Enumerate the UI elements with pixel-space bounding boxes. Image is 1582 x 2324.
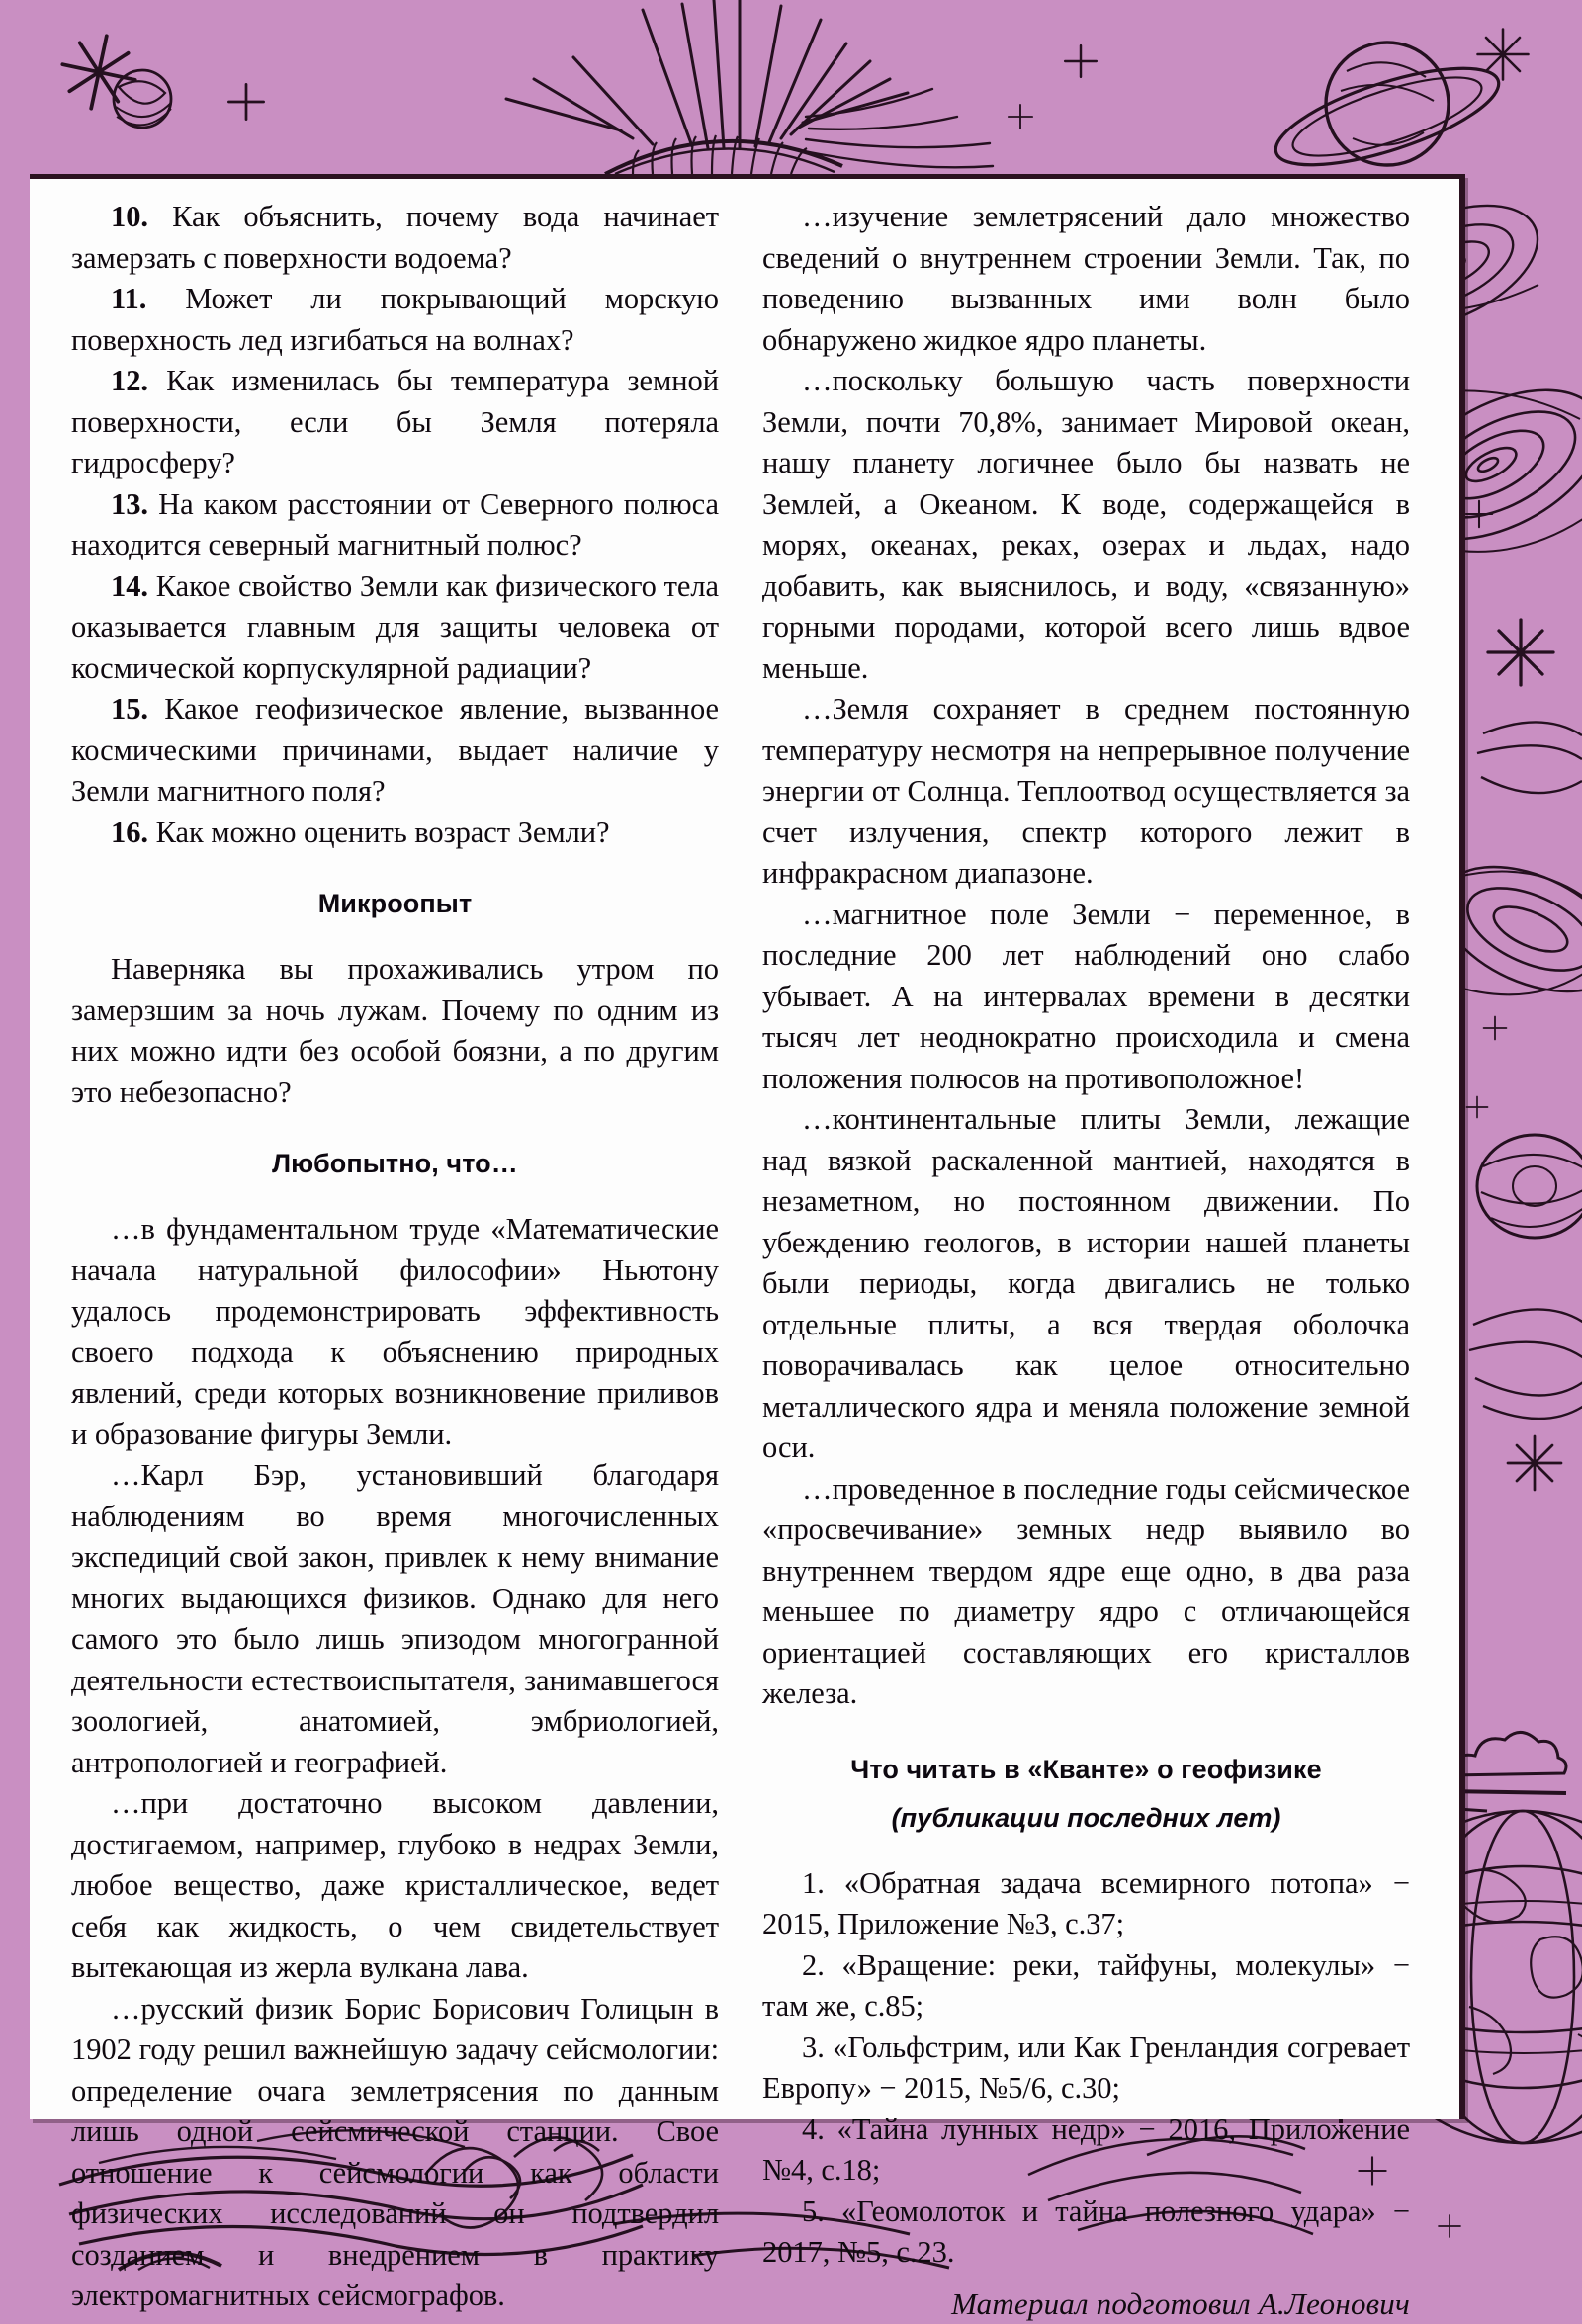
curious-item: …Карл Бэр, установивший благодаря наблюдениям во время многочисленных экспедиций свой закон, привлек к нему внимание многих выдающихся физиков. Однако для него самого это было лишь эпизодом многогранной деятельности естествоиспытателя, занимавшегося зоологией, анатомией, эмбриологией, антропологией и географией. [71,1455,719,1783]
question-number: 13. [111,487,148,521]
question-number: 16. [111,816,148,849]
question-text: Как объяснить, почему вода начинает замерзать с поверхности водоема? [71,200,719,275]
star-cross-icon [1466,501,1492,527]
planet-sphere-icon [605,135,842,174]
question-item [71,689,719,813]
curious-item: …в фундаментальном труде «Математические начала натуральной философии» Ньютону удалось продемонстрировать эффективность своего подхода к объяснению природных явлений, среди которых возникновение приливов и образование фигуры Земли. [71,1209,719,1455]
curious-item: …изучение землетрясений дало множество сведений о внутреннем строении Земли. Так, по поведению вызванных ими волн было обнаружено жидкое ядро планеты. [762,197,1410,361]
star-burst-icon [55,29,143,117]
reference-item: 3. «Гольфстрим, или Как Гренландия согревает Европу» − 2015, №5/6, с.30; [762,2027,1410,2109]
star-burst-icon [1488,620,1553,685]
curious-heading: Любопытно, что… [71,1149,719,1179]
curious-item: …магнитное поле Земли − переменное, в последние 200 лет наблюдений оно слабо убывает. А на интервалах времени в десятки тысяч лет неоднократно происходила и смена положения полюсов на противоположное! [762,895,1410,1100]
content-panel [30,174,1465,2119]
question-text: Какое геофизическое явление, вызванное космическими причинами, выдает наличие у Земли магнитного поля? [71,692,719,808]
question-text: Как изменилась бы температура земной поверхности, если бы Земля потеряла гидросферу? [71,364,719,479]
curious-item: …континентальные плиты Земли, лежащие над вязкой раскаленной мантией, находятся в незаметном, но постоянном движении. По убеждению геологов, в истории нашей планеты были периоды, когда двигались не только отдельные плиты, а вся твердая оболочка поворачивалась как целое относительно металлического ядра и меняла положение земной оси. [762,1099,1410,1469]
reading-list-heading: Что читать в «Кванте» о геофизике [762,1755,1410,1785]
question-number: 15. [111,692,148,726]
reference-item: 4. «Тайна лунных недр» − 2016, Приложение №4, с.18; [762,2109,1410,2192]
question-text: На каком расстоянии от Северного полюса находится северный магнитный полюс? [71,487,719,562]
star-cross-icon [1484,1017,1507,1040]
saturn-planet-icon [1266,43,1508,185]
question-number: 12. [111,364,148,397]
question-item [71,813,719,854]
question-text: Как можно оценить возраст Земли? [156,816,610,849]
curious-item: …русский физик Борис Борисович Голицын в 1902 году решил важнейшую задачу сейсмологии: определение очага землетрясения по данным лишь одной сейсмической станции. Свое отношение к сейсмологии как области физических исследований он подтвердил созданием и внедрением в практику электромагнитных сейсмографов. [71,1989,719,2317]
reference-item: 2. «Вращение: реки, тайфуны, молекулы» − там же, с.85; [762,1945,1410,2027]
right-column [762,197,1410,2109]
star-burst-icon [1478,30,1529,80]
microexperiment-heading: Микроопыт [71,889,719,919]
curious-item: …поскольку большую часть поверхности Земли, почти 70,8%, занимает Мировой океан, нашу планету логичнее было бы назвать не Землей, а Океаном. К воде, содержащейся в морях, океанах, реках, озерах и льдах, надо добавить, как выяснилось, и воду, «связанную» горными породами, которой всего лишь вдвое меньше. [762,361,1410,689]
curious-item: …Земля сохраняет в среднем постоянную температуру несмотря на непрерывное получение энергии от Солнца. Теплоотвод осуществляется за счет излучения, спектр которого лежит в инфракрасном диапазоне. [762,689,1410,895]
wave-lines-icon [1469,1309,1582,1419]
question-text: Какое свойство Земли как физического тела оказывается главным для защиты человека от космической корпускулярной радиации? [71,569,719,685]
author-credit: Материал подготовил А.Леонович [762,2283,1410,2324]
question-item [71,484,719,566]
question-item [71,566,719,690]
planet-sphere-icon [114,70,171,128]
reading-list-subheading: (публикации последних лет) [762,1803,1410,1834]
question-item [71,361,719,484]
star-cross-icon [1466,1096,1487,1117]
question-number: 14. [111,569,148,603]
left-column [71,197,719,2109]
question-number: 10. [111,200,148,233]
star-burst-icon [1508,1436,1561,1490]
question-item [71,197,719,279]
reference-item: 5. «Геомолоток и тайна полезного удара» − 2017, №5, с.23. [762,2192,1410,2274]
curious-item: …при достаточно высоком давлении, достигаемом, например, глубоко в недрах Земли, любое вещество, даже кристаллическое, ведет себя как жидкость, о чем свидетельствует вытекающая из жерла вулкана лава. [71,1783,719,1989]
wave-lines-icon [1477,722,1582,793]
question-item [71,279,719,361]
star-cross-icon [1065,45,1097,77]
curious-item: …проведенное в последние годы сейсмическое «просвечивание» земных недр выявило во внутреннем твердом ядре еще одно, в два раза меньшее по диаметру ядро с отличающейся ориентацией составляющих его кристаллов железа. [762,1469,1410,1715]
star-cross-icon [1439,2215,1460,2237]
comet-icon [506,0,993,167]
microexperiment-text: Наверняка вы прохаживались утром по замерзшим за ночь лужам. Почему по одним из них можно идти без особой боязни, а по другим это небезопасно? [71,949,719,1113]
planet-sphere-icon [1477,1135,1582,1238]
reference-item: 1. «Обратная задача всемирного потопа» − 2015, Приложение №3, с.37; [762,1863,1410,1945]
question-number: 11. [111,282,146,315]
star-cross-icon [1009,105,1032,129]
question-text: Может ли покрывающий морскую поверхность лед изгибаться на волнах? [71,282,719,357]
star-cross-icon [228,84,263,119]
